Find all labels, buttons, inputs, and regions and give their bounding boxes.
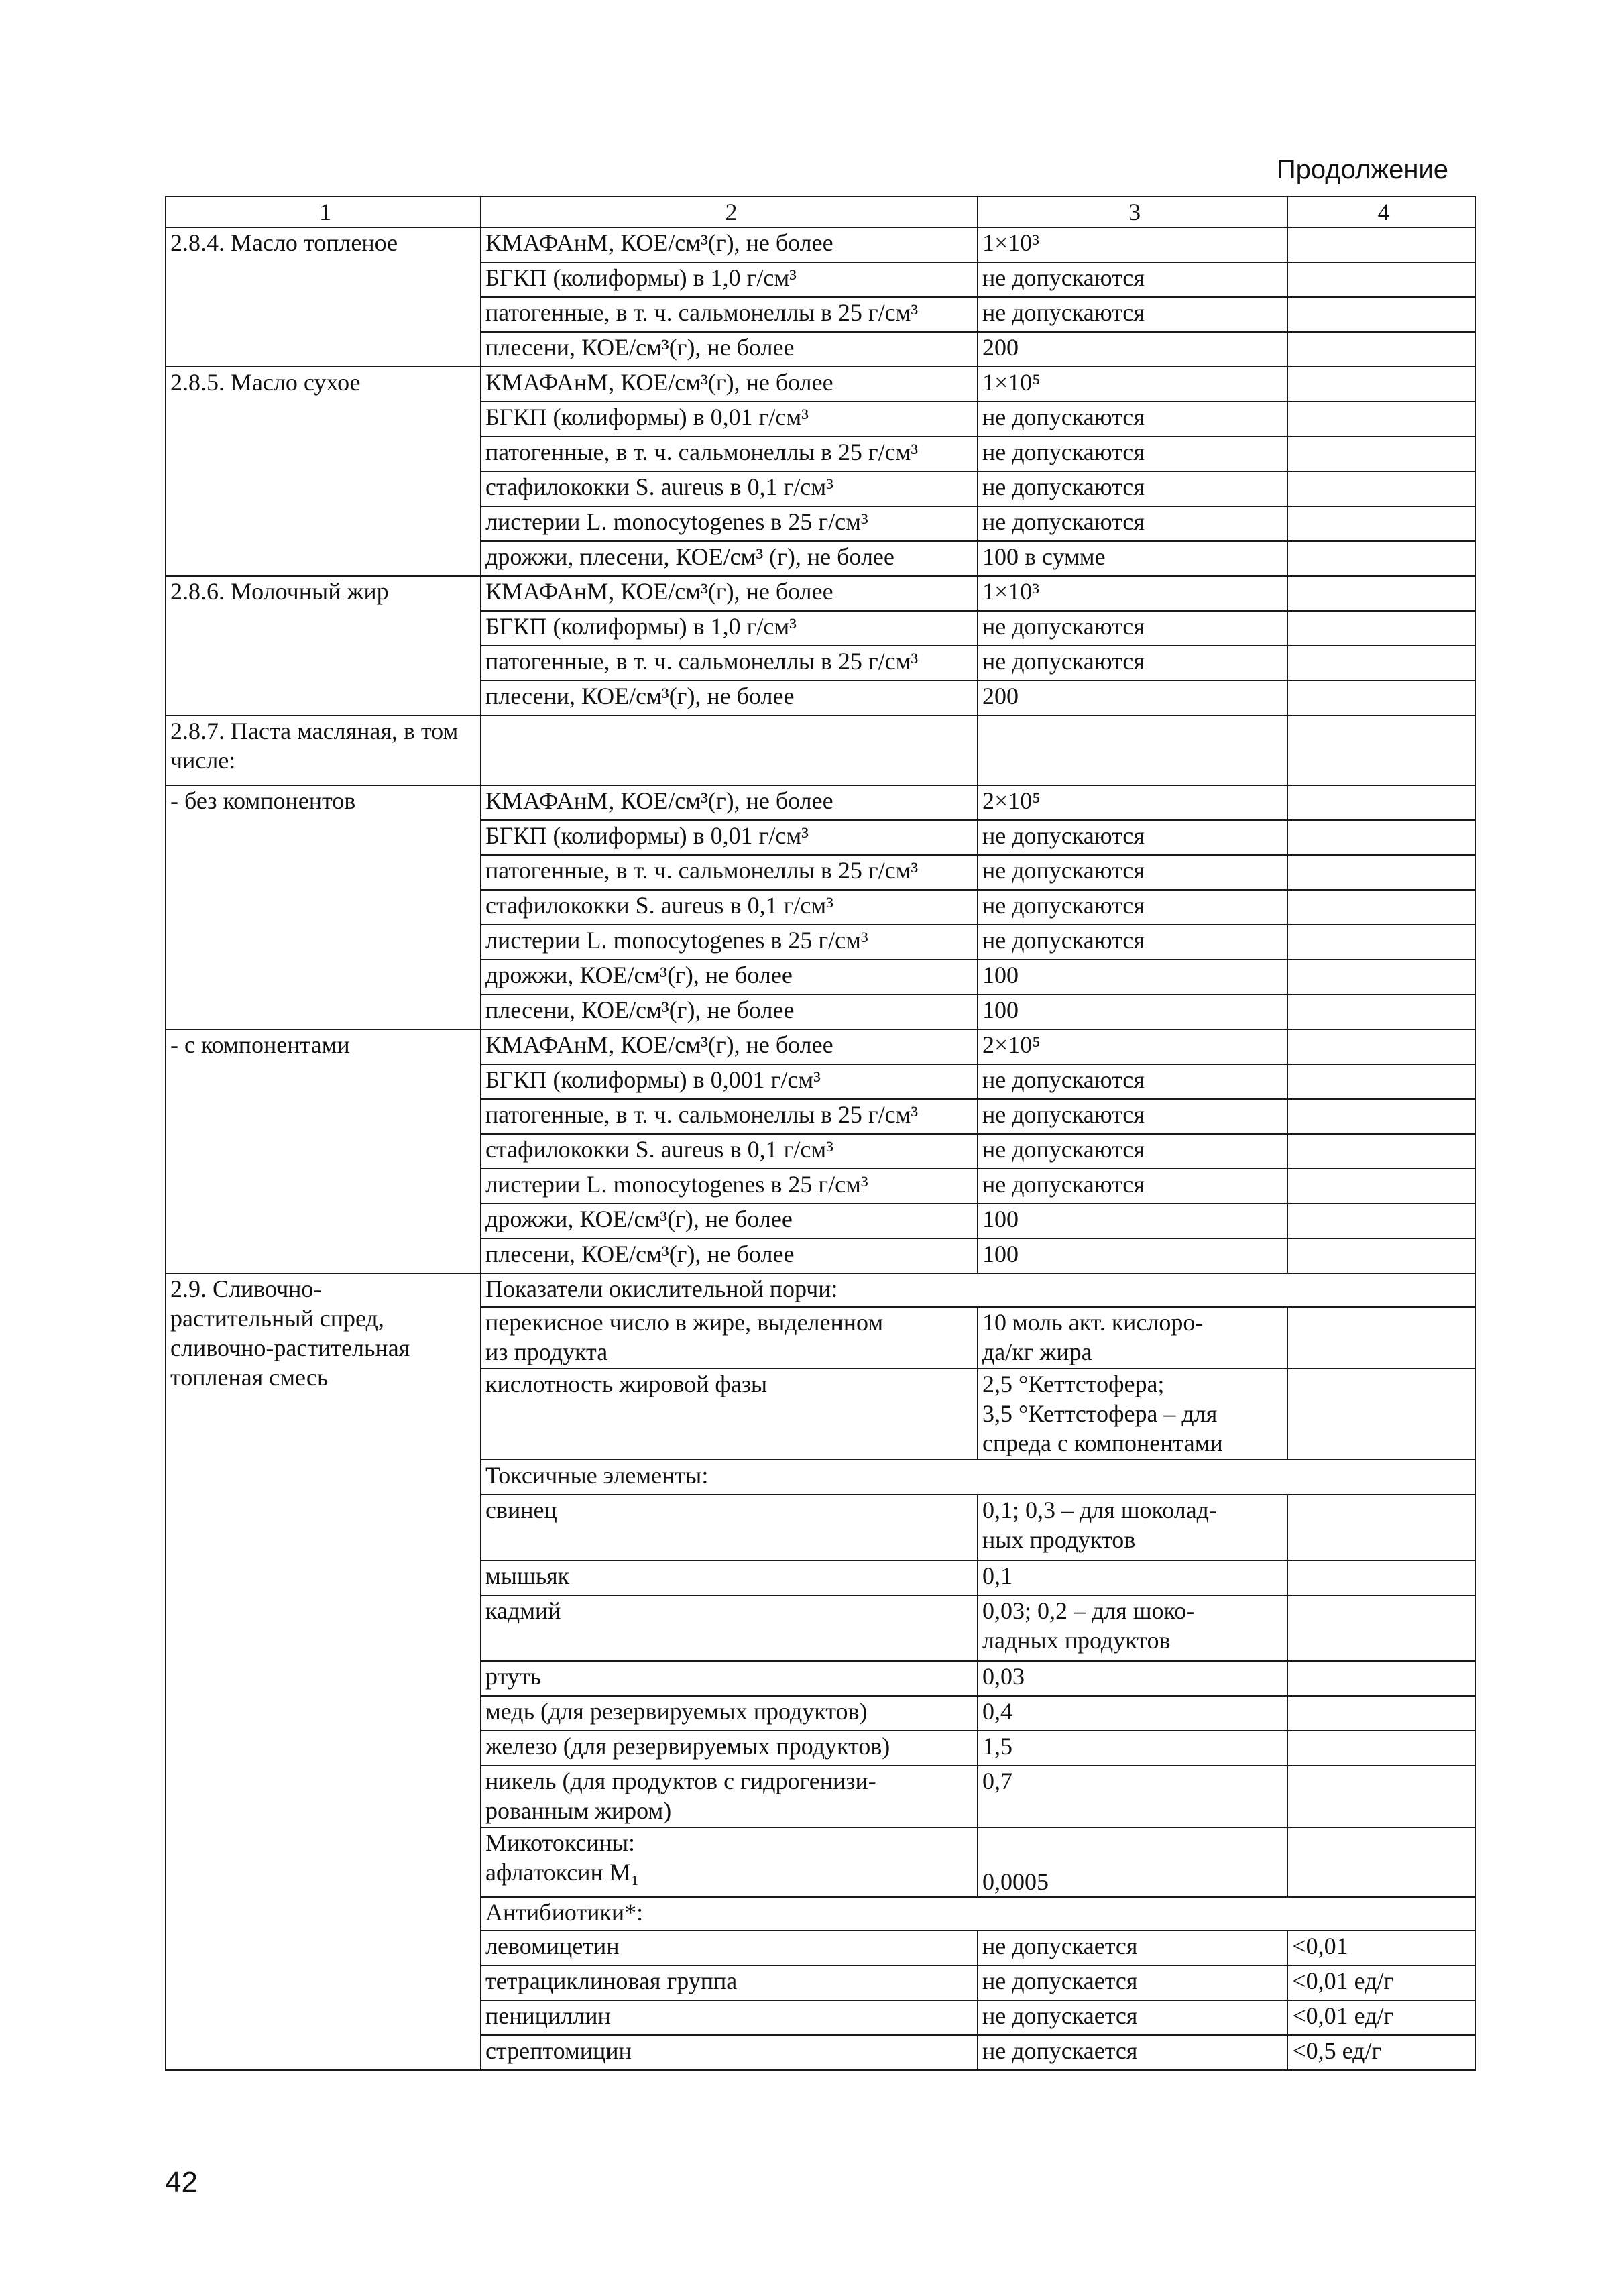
indicator-cell [481, 1134, 978, 1169]
note-cell [1287, 1369, 1476, 1460]
norm-cell [978, 646, 1287, 681]
norm-cell-text: не допускаются [982, 299, 1145, 326]
indicator-cell [481, 1696, 978, 1731]
norm-cell-text: 100 [982, 1206, 1019, 1232]
note-cell [1287, 1134, 1476, 1169]
note-cell [1287, 1307, 1476, 1369]
note-cell [1287, 471, 1476, 506]
indicator-cell [481, 437, 978, 471]
norm-cell [978, 994, 1287, 1029]
note-cell [1287, 681, 1476, 715]
product-cell [166, 367, 481, 576]
norm-cell [978, 1595, 1287, 1661]
note-cell-text: <0,01 ед/г [1292, 2002, 1394, 2029]
norm-cell [978, 402, 1287, 437]
indicator-cell [481, 715, 978, 785]
norm-cell [978, 1495, 1287, 1560]
indicator-cell-text: КМАФАнМ, КОЕ/см³(г), не более [485, 229, 833, 256]
indicator-cell [481, 506, 978, 541]
note-cell [1287, 1099, 1476, 1134]
norm-cell [978, 332, 1287, 367]
indicator-cell [481, 1827, 978, 1897]
norm-cell [978, 855, 1287, 890]
section-heading-cell [481, 1273, 1476, 1307]
norm-cell [978, 1827, 1287, 1897]
header-cell [166, 196, 481, 227]
table-row [166, 1273, 1476, 1307]
indicator-cell [481, 471, 978, 506]
norm-cell-text: не допускаются [982, 264, 1145, 291]
indicator-cell [481, 1931, 978, 1965]
norm-cell-text: не допускаются [982, 857, 1145, 884]
indicator-cell [481, 332, 978, 367]
indicator-cell [481, 1204, 978, 1239]
section-heading-cell-text: Токсичные элементы: [485, 1462, 709, 1489]
norm-cell [978, 1204, 1287, 1239]
section-heading-cell-text: Антибиотики*: [485, 1899, 644, 1926]
indicator-cell-text: плесени, КОЕ/см³(г), не более [485, 334, 795, 361]
note-cell-text: <0,01 [1292, 1933, 1348, 1959]
page-number: 42 [165, 2166, 198, 2199]
note-cell [1287, 715, 1476, 785]
header-cell-text: 3 [1128, 198, 1141, 225]
indicator-cell [481, 1307, 978, 1369]
indicator-cell [481, 402, 978, 437]
note-cell [1287, 402, 1476, 437]
indicator-cell [481, 1661, 978, 1696]
indicator-cell-text: никель (для продуктов с гидрогенизи- рованным жиром) [485, 1768, 876, 1824]
product-cell-text: 2.9. Сливочно- растительный спред, сливочно-растительная топленая смесь [170, 1275, 410, 1391]
indicator-cell-text: дрожжи, КОЕ/см³(г), не более [485, 962, 793, 988]
note-cell-text: <0,01 ед/г [1292, 1967, 1394, 1994]
indicator-cell [481, 1495, 978, 1560]
indicator-cell-text: медь (для резервируемых продуктов) [485, 1698, 868, 1725]
norm-cell-text: 200 [982, 683, 1019, 709]
norm-cell-text: не допускается [982, 1967, 1138, 1994]
norm-cell-text: 2×10⁵ [982, 787, 1041, 814]
header-cell [1287, 196, 1476, 227]
note-cell [1287, 297, 1476, 332]
norm-cell [978, 227, 1287, 262]
indicator-cell [481, 1595, 978, 1661]
norm-cell-text: 0,7 [982, 1768, 1012, 1794]
norm-cell [978, 471, 1287, 506]
note-cell [1287, 227, 1476, 262]
note-cell [1287, 2000, 1476, 2035]
header-cell [481, 196, 978, 227]
table-row [166, 715, 1476, 785]
indicator-cell [481, 960, 978, 994]
note-cell [1287, 367, 1476, 402]
note-cell [1287, 1595, 1476, 1661]
norm-cell-text: не допускаются [982, 648, 1145, 675]
note-cell [1287, 1204, 1476, 1239]
indicator-cell-text: листерии L. monocytogenes в 25 г/см³ [485, 1171, 868, 1198]
norm-cell-text: 0,0005 [982, 1868, 1049, 1895]
indicator-cell-text: патогенные, в т. ч. сальмонеллы в 25 г/см³ [485, 648, 919, 675]
table-header-row [166, 196, 1476, 227]
indicator-cell [481, 1731, 978, 1766]
header-cell-text: 2 [725, 198, 738, 225]
indicator-cell [481, 855, 978, 890]
indicator-cell-text: ртуть [485, 1663, 541, 1690]
norm-cell-text: не допускается [982, 2002, 1138, 2029]
note-cell [1287, 960, 1476, 994]
product-cell-text: - без компонентов [170, 787, 356, 814]
norm-cell [978, 785, 1287, 820]
norms-table [165, 196, 1476, 2071]
norm-cell-text: 0,1 [982, 1562, 1012, 1589]
norm-cell-text: 1×10³ [982, 229, 1040, 256]
product-cell-text: 2.8.5. Масло сухое [170, 369, 361, 396]
indicator-cell-text: пенициллин [485, 2002, 611, 2029]
table-row [166, 227, 1476, 262]
norm-cell-text: 2,5 °Кеттстофера; 3,5 °Кеттстофера – для спреда с компонентами [982, 1371, 1223, 1456]
indicator-cell [481, 681, 978, 715]
note-cell [1287, 262, 1476, 297]
note-cell [1287, 646, 1476, 681]
note-cell [1287, 541, 1476, 576]
continued-label: Продолжение [1276, 155, 1448, 184]
indicator-cell [481, 1029, 978, 1064]
header-cell [978, 196, 1287, 227]
indicator-cell [481, 541, 978, 576]
header-cell-text: 4 [1377, 198, 1390, 225]
product-cell [166, 715, 481, 785]
indicator-cell [481, 1766, 978, 1827]
indicator-cell-text: патогенные, в т. ч. сальмонеллы в 25 г/см³ [485, 299, 919, 326]
note-cell [1287, 1827, 1476, 1897]
indicator-cell-text: стрептомицин [485, 2037, 632, 2064]
indicator-cell [481, 925, 978, 960]
note-cell [1287, 820, 1476, 855]
indicator-cell [481, 890, 978, 925]
norm-cell [978, 1766, 1287, 1827]
indicator-cell [481, 2000, 978, 2035]
norm-cell-text: не допускаются [982, 927, 1145, 954]
norm-cell [978, 541, 1287, 576]
norm-cell [978, 1369, 1287, 1460]
norm-cell-text: не допускаются [982, 473, 1145, 500]
table-row [166, 367, 1476, 402]
norm-cell-text: не допускаются [982, 1136, 1145, 1163]
indicator-cell-text: кислотность жировой фазы [485, 1371, 768, 1397]
norm-cell [978, 1134, 1287, 1169]
norm-cell-text: 200 [982, 334, 1019, 361]
indicator-cell-text: дрожжи, плесени, КОЕ/см³ (г), не более [485, 543, 894, 570]
norm-cell-text: не допускаются [982, 1101, 1145, 1128]
indicator-cell [481, 1099, 978, 1134]
note-cell [1287, 611, 1476, 646]
norm-cell [978, 1931, 1287, 1965]
norm-cell [978, 925, 1287, 960]
indicator-cell [481, 994, 978, 1029]
norm-cell [978, 1696, 1287, 1731]
indicator-cell-text: БГКП (колиформы) в 0,01 г/см³ [485, 822, 809, 849]
note-cell [1287, 1766, 1476, 1827]
norm-cell [978, 2000, 1287, 2035]
note-cell [1287, 925, 1476, 960]
norm-cell [978, 1239, 1287, 1273]
norm-cell [978, 890, 1287, 925]
indicator-cell-text: КМАФАнМ, КОЕ/см³(г), не более [485, 369, 833, 396]
norm-cell-text: 100 в сумме [982, 543, 1106, 570]
indicator-cell [481, 785, 978, 820]
norm-cell [978, 367, 1287, 402]
norm-cell-text: не допускаются [982, 1066, 1145, 1093]
indicator-cell [481, 820, 978, 855]
norm-cell [978, 611, 1287, 646]
indicator-cell-text: листерии L. monocytogenes в 25 г/см³ [485, 508, 868, 535]
note-cell [1287, 1731, 1476, 1766]
norm-cell [978, 960, 1287, 994]
table-row [166, 576, 1476, 611]
indicator-cell [481, 262, 978, 297]
note-cell-text: <0,5 ед/г [1292, 2037, 1382, 2064]
note-cell [1287, 332, 1476, 367]
indicator-cell [481, 1560, 978, 1595]
norm-cell-text: 0,4 [982, 1698, 1012, 1725]
indicator-cell [481, 646, 978, 681]
note-cell [1287, 1239, 1476, 1273]
indicator-cell-text: перекисное число в жире, выделенном из продукта [485, 1309, 884, 1365]
norm-cell [978, 1731, 1287, 1766]
indicator-cell [481, 576, 978, 611]
table-row [166, 1029, 1476, 1064]
norm-cell-text: 100 [982, 1241, 1019, 1267]
indicator-cell-text: тетрациклиновая группа [485, 1967, 738, 1994]
note-cell [1287, 1029, 1476, 1064]
norm-cell-text: не допускаются [982, 892, 1145, 919]
note-cell [1287, 1931, 1476, 1965]
indicator-cell [481, 1239, 978, 1273]
norm-cell [978, 1099, 1287, 1134]
norm-cell [978, 1661, 1287, 1696]
note-cell [1287, 994, 1476, 1029]
indicator-cell-text: стафилококки S. aureus в 0,1 г/см³ [485, 473, 833, 500]
norm-cell-text: 10 моль акт. кислоро- да/кг жира [982, 1309, 1204, 1365]
note-cell [1287, 437, 1476, 471]
section-heading-cell [481, 1897, 1476, 1931]
norm-cell-text: не допускается [982, 1933, 1138, 1959]
indicator-cell-text: стафилококки S. aureus в 0,1 г/см³ [485, 1136, 833, 1163]
note-cell [1287, 1696, 1476, 1731]
norm-cell-text: 100 [982, 996, 1019, 1023]
note-cell [1287, 1965, 1476, 2000]
indicator-cell-text: БГКП (колиформы) в 1,0 г/см³ [485, 613, 797, 640]
indicator-cell-text: КМАФАнМ, КОЕ/см³(г), не более [485, 1031, 833, 1058]
norm-cell [978, 1064, 1287, 1099]
indicator-cell-text: дрожжи, КОЕ/см³(г), не более [485, 1206, 793, 1232]
indicator-cell-text: КМАФАнМ, КОЕ/см³(г), не более [485, 578, 833, 605]
indicator-cell-text: стафилококки S. aureus в 0,1 г/см³ [485, 892, 833, 919]
norm-cell-text: 100 [982, 962, 1019, 988]
note-cell [1287, 785, 1476, 820]
norm-cell-text: не допускаются [982, 613, 1145, 640]
section-heading-cell-text: Показатели окислительной порчи: [485, 1275, 838, 1302]
mycotoxin-indicator: афлатоксин M₁ [485, 1859, 640, 1886]
norm-cell-text: не допускаются [982, 404, 1145, 431]
note-cell [1287, 1064, 1476, 1099]
norm-cell [978, 1560, 1287, 1595]
norm-cell-text: 1,5 [982, 1733, 1012, 1760]
indicator-cell-text: патогенные, в т. ч. сальмонеллы в 25 г/см³ [485, 857, 919, 884]
note-cell [1287, 890, 1476, 925]
note-cell [1287, 1169, 1476, 1204]
note-cell [1287, 2035, 1476, 2070]
indicator-cell-text: плесени, КОЕ/см³(г), не более [485, 683, 795, 709]
norm-cell [978, 576, 1287, 611]
product-cell-text: 2.8.4. Масло топленое [170, 229, 398, 256]
product-cell [166, 1029, 481, 1273]
indicator-cell [481, 1369, 978, 1460]
norm-cell-text: 1×10³ [982, 578, 1040, 605]
norm-cell [978, 437, 1287, 471]
norm-cell [978, 2035, 1287, 2070]
product-cell [166, 576, 481, 715]
norm-cell [978, 681, 1287, 715]
note-cell [1287, 1560, 1476, 1595]
product-cell [166, 785, 481, 1029]
product-cell-text: 2.8.7. Паста масляная, в том числе: [170, 718, 459, 774]
indicator-cell-text: левомицетин [485, 1933, 620, 1959]
norm-cell [978, 506, 1287, 541]
norm-cell-text: 0,03; 0,2 – для шоко- ладных продуктов [982, 1597, 1195, 1654]
indicator-cell-text: листерии L. monocytogenes в 25 г/см³ [485, 927, 868, 954]
indicator-cell [481, 227, 978, 262]
indicator-cell [481, 297, 978, 332]
indicator-cell-text: патогенные, в т. ч. сальмонеллы в 25 г/см³ [485, 439, 919, 465]
norm-cell [978, 1029, 1287, 1064]
norm-cell-text: 0,1; 0,3 – для шоколад- ных продуктов [982, 1497, 1217, 1553]
product-cell [166, 1273, 481, 2070]
indicator-cell-text: патогенные, в т. ч. сальмонеллы в 25 г/см³ [485, 1101, 919, 1128]
indicator-cell-text: железо (для резервируемых продуктов) [485, 1733, 890, 1760]
product-cell-text: - с компонентами [170, 1031, 350, 1058]
note-cell [1287, 1495, 1476, 1560]
note-cell [1287, 576, 1476, 611]
norm-cell-text: не допускаются [982, 1171, 1145, 1198]
indicator-cell-text: БГКП (колиформы) в 0,01 г/см³ [485, 404, 809, 431]
product-cell [166, 227, 481, 367]
indicator-cell [481, 2035, 978, 2070]
norm-cell [978, 1965, 1287, 2000]
indicator-cell-text: мышьяк [485, 1562, 570, 1589]
norm-cell-text: не допускаются [982, 508, 1145, 535]
norm-cell-text: не допускаются [982, 822, 1145, 849]
norm-cell [978, 715, 1287, 785]
indicator-cell-text: плесени, КОЕ/см³(г), не более [485, 996, 795, 1023]
indicator-cell [481, 367, 978, 402]
norm-cell [978, 820, 1287, 855]
indicator-cell [481, 611, 978, 646]
norm-cell-text: не допускаются [982, 439, 1145, 465]
indicator-cell-text: свинец [485, 1497, 557, 1524]
norm-cell-text: 0,03 [982, 1663, 1025, 1690]
indicator-cell-text: кадмий [485, 1597, 561, 1624]
norm-cell [978, 297, 1287, 332]
indicator-cell [481, 1169, 978, 1204]
note-cell [1287, 855, 1476, 890]
norm-cell [978, 1307, 1287, 1369]
note-cell [1287, 506, 1476, 541]
indicator-cell-text: плесени, КОЕ/см³(г), не более [485, 1241, 795, 1267]
header-cell-text: 1 [319, 198, 331, 225]
table-row [166, 785, 1476, 820]
indicator-cell [481, 1965, 978, 2000]
norm-cell-text: не допускается [982, 2037, 1138, 2064]
norm-cell-text: 2×10⁵ [982, 1031, 1041, 1058]
norm-cell [978, 1169, 1287, 1204]
indicator-cell-text: БГКП (колиформы) в 1,0 г/см³ [485, 264, 797, 291]
norm-cell [978, 262, 1287, 297]
product-cell-text: 2.8.6. Молочный жир [170, 578, 389, 605]
section-heading-cell [481, 1460, 1476, 1495]
indicator-cell [481, 1064, 978, 1099]
indicator-cell-text: БГКП (колиформы) в 0,001 г/см³ [485, 1066, 821, 1093]
note-cell [1287, 1661, 1476, 1696]
norm-cell-text: 1×10⁵ [982, 369, 1041, 396]
mycotoxin-heading: Микотоксины: [485, 1829, 636, 1856]
indicator-cell-text: КМАФАнМ, КОЕ/см³(г), не более [485, 787, 833, 814]
